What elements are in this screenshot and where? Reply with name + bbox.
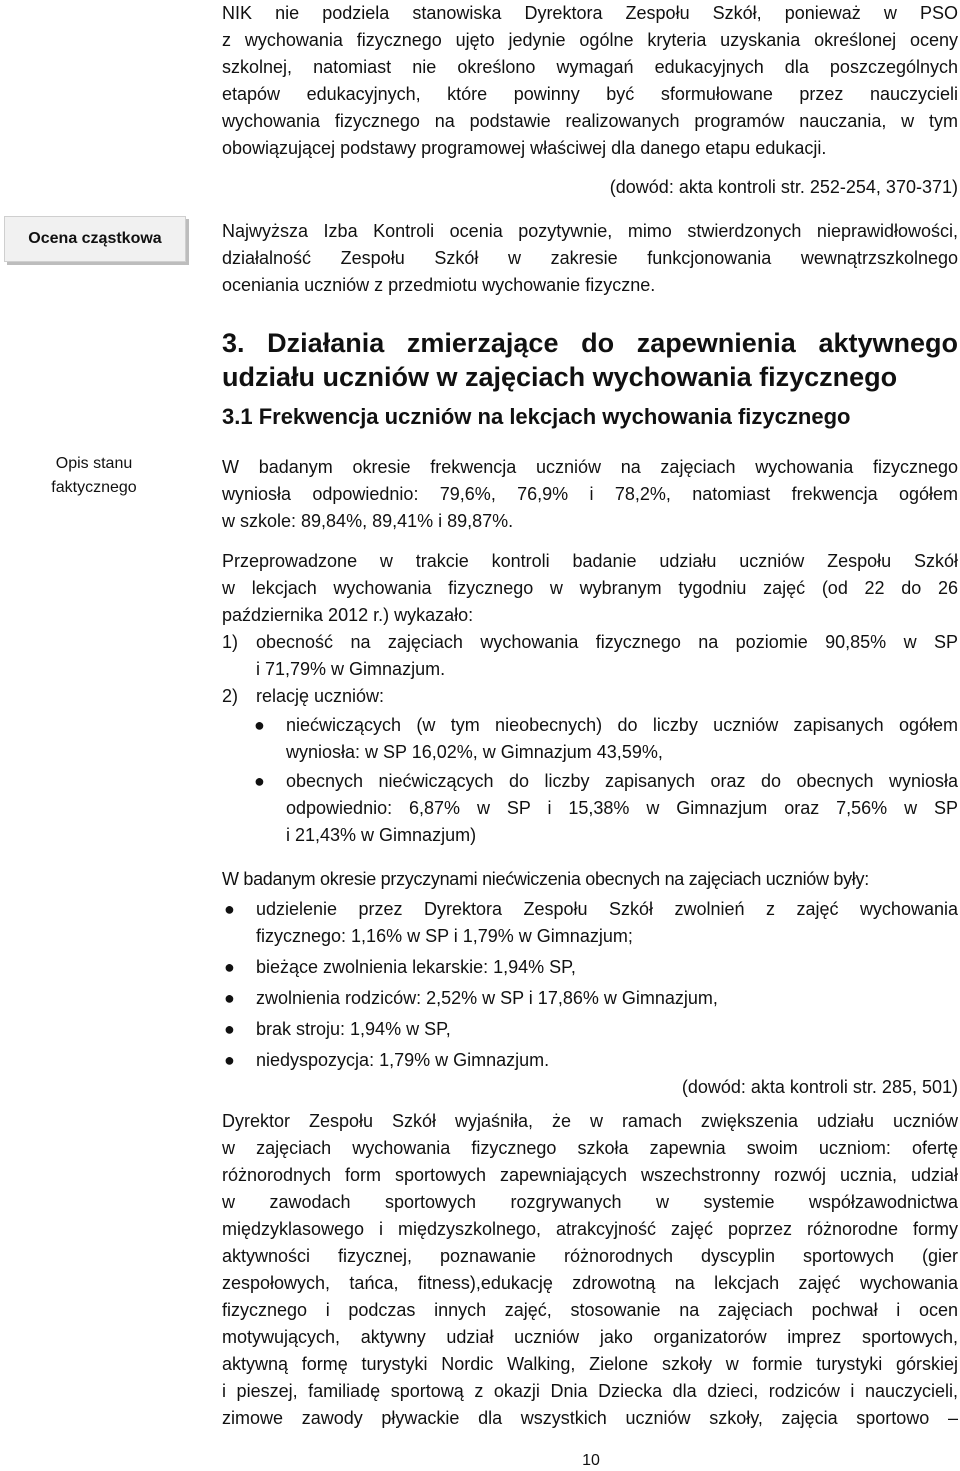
explanation-line: aktywności fizycznej, poznawanie różnorodnych dyscyplin sportowych (gier — [222, 1246, 958, 1266]
study-line: w lekcjach wychowania fizycznego w wybranym tygodniu zajęć (od 22 do 26 — [222, 578, 958, 598]
bullet-item — [222, 1047, 958, 1074]
bullet-item — [222, 1016, 958, 1043]
intro-line: NIK nie podziela stanowiska Dyrektora Zespołu Szkół, ponieważ w PSO — [222, 3, 958, 23]
bullet-text: udzielenie przez Dyrektora Zespołu Szkół zwolnień z zajęć wychowania — [256, 899, 958, 919]
section-heading-line1: 3. Działania zmierzające do zapewnienia aktywnego — [222, 328, 958, 358]
assessment-line: Najwyższa Izba Kontroli ocenia pozytywnie, mimo stwierdzonych nieprawidłowości, — [222, 221, 958, 241]
bullet-text: bieżące zwolnienia lekarskie: 1,94% SP, — [256, 957, 576, 977]
page-number: 10 — [582, 1452, 600, 1469]
list-item-text: obecność na zajęciach wychowania fizycznego na poziomie 90,85% w SP — [256, 632, 958, 652]
bullet-icon: ● — [254, 715, 265, 735]
explanation-section — [222, 1108, 958, 1432]
attendance-line: w szkole: 89,84%, 89,41% i 89,87%. — [222, 511, 514, 531]
explanation-line: i pieszej, familiadę sportową z okazji Dnia Dziecka dla dzieci, rodziców i nauczycieli, — [222, 1381, 958, 1401]
intro-evidence: (dowód: akta kontroli str. 252-254, 370-371) — [609, 177, 958, 197]
bullet-item — [222, 896, 958, 950]
list-item-number: 2) — [222, 686, 239, 706]
assessment-label-text: Ocena cząstkowa — [28, 230, 162, 247]
bullet-icon: ● — [224, 988, 235, 1008]
explanation-line: w zajęciach wychowania fizycznego szkoła zapewnia swoim uczniom: ofertę — [222, 1138, 958, 1158]
explanation-line: Dyrektor Zespołu Szkół wyjaśniła, że w ramach zwiększenia udziału uczniów — [222, 1111, 958, 1131]
section-heading-line2: udziału uczniów w zajęciach wychowania fizycznego — [222, 362, 898, 392]
bullet-item — [252, 712, 958, 766]
assessment-line: oceniania uczniów z przedmiotu wychowanie fizyczne. — [222, 275, 656, 295]
attendance-line: W badanym okresie frekwencja uczniów na zajęciach wychowania fizycznego — [222, 457, 958, 477]
bullet-text: zwolnienia rodziców: 2,52% w SP i 17,86% w Gimnazjum, — [256, 988, 718, 1008]
explanation-line: zespołowych, tańca, fitness),edukację zdrowotną na lekcjach zajęć wychowania — [222, 1273, 958, 1293]
intro-line: z wychowania fizycznego ujęto jedynie ogólne kryteria uzyskania określonej oceny — [222, 30, 958, 50]
list-item-text: relację uczniów: — [256, 686, 385, 706]
list-item — [222, 683, 958, 710]
intro-line: obowiązującej podstawy programowej właściwej dla danego etapu edukacji. — [222, 138, 827, 158]
intro-line: etapów edukacyjnych, które powinny być sformułowane przez nauczycieli — [222, 84, 958, 104]
bullet-icon: ● — [224, 1050, 235, 1070]
facts-label-line1: Opis stanu — [55, 455, 133, 472]
bullet-item — [222, 954, 958, 981]
attendance-line: wyniosła odpowiednio: 79,6%, 76,9% i 78,2%, natomiast frekwencja ogółem — [222, 484, 958, 504]
bullet-icon: ● — [224, 957, 235, 977]
reasons-intro: W badanym okresie przyczynami niećwiczenia obecnych na zajęciach uczniów były: — [222, 869, 869, 889]
explanation-line: w zawodach sportowych rozgrywanych w systemie współzawodnictwa — [222, 1192, 958, 1212]
section-heading-block — [222, 326, 958, 432]
sidebar-assessment-label — [4, 216, 186, 262]
bullet-text: fizycznego: 1,16% w SP i 1,79% w Gimnazjum; — [256, 926, 633, 946]
study-line: Przeprowadzone w trakcie kontroli badanie udziału uczniów Zespołu Szkół — [222, 551, 958, 571]
study-line: października 2012 r.) wykazało: — [222, 605, 474, 625]
reasons-evidence: (dowód: akta kontroli str. 285, 501) — [681, 1077, 958, 1097]
list-item-number: 1) — [222, 632, 239, 652]
list-item — [222, 629, 958, 683]
study-list — [222, 629, 958, 710]
study-section — [222, 548, 958, 849]
explanation-line: różnorodnych form sportowych zapewniających wszechstronny rozwój ucznia, udział — [222, 1165, 958, 1185]
intro-line: wychowania fizycznego na podstawie realizowanych programów nauczania, w tym — [222, 111, 958, 131]
facts-label-line2: faktycznego — [51, 479, 137, 496]
bullet-icon: ● — [254, 771, 265, 791]
bullet-text: niećwiczących (w tym nieobecnych) do liczby uczniów zapisanych ogółem — [286, 715, 958, 735]
attendance-section — [222, 454, 958, 535]
bullet-text: niedyspozycja: 1,79% w Gimnazjum. — [256, 1050, 550, 1070]
bullet-item — [252, 768, 958, 849]
bullet-text: odpowiednio: 6,87% w SP i 15,38% w Gimnazjum oraz 7,56% w SP — [286, 798, 958, 818]
reasons-section — [222, 866, 958, 1101]
explanation-line: motywujących, aktywny udział uczniów jako organizatorów imprez sportowych, — [222, 1327, 958, 1347]
bullet-text: wyniosła: w SP 16,02%, w Gimnazjum 43,59%, — [286, 742, 663, 762]
bullet-icon: ● — [224, 1019, 235, 1039]
bullet-text: i 21,43% w Gimnazjum) — [286, 825, 477, 845]
explanation-line: międzyklasowego i międzyszkolnego, atrakcyjność zajęć poprzez różnorodne formy — [222, 1219, 958, 1239]
bullet-text: obecnych niećwiczących do liczby zapisanych oraz do obecnych wyniosła — [286, 771, 958, 791]
intro-section — [222, 0, 958, 201]
bullet-text: brak stroju: 1,94% w SP, — [256, 1019, 451, 1039]
list-item-text: i 71,79% w Gimnazjum. — [256, 659, 446, 679]
bullet-icon: ● — [224, 899, 235, 919]
study-bullets — [252, 712, 958, 849]
reasons-list — [222, 896, 958, 1074]
assessment-section — [222, 218, 958, 299]
intro-line: szkolnej, natomiast nie określono wymagań edukacyjnych dla poszczególnych — [222, 57, 958, 77]
bullet-item — [222, 985, 958, 1012]
explanation-line: zimowe zawody pływackie dla wszystkich uczniów szkoły, zajęcia sportowo – — [222, 1408, 958, 1428]
subsection-heading: 3.1 Frekwencja uczniów na lekcjach wychowania fizycznego — [222, 404, 851, 429]
explanation-line: fizycznego i podczas innych zajęć, stosowanie na zajęciach pochwał i ocen — [222, 1300, 958, 1320]
explanation-line: aktywną formę turystyki Nordic Walking, Zielone szkoły w formie turystyki górskiej — [222, 1354, 958, 1374]
sidebar-facts-label — [4, 452, 184, 500]
assessment-line: działalność Zespołu Szkół w zakresie funkcjonowania wewnątrzszkolnego — [222, 248, 958, 268]
